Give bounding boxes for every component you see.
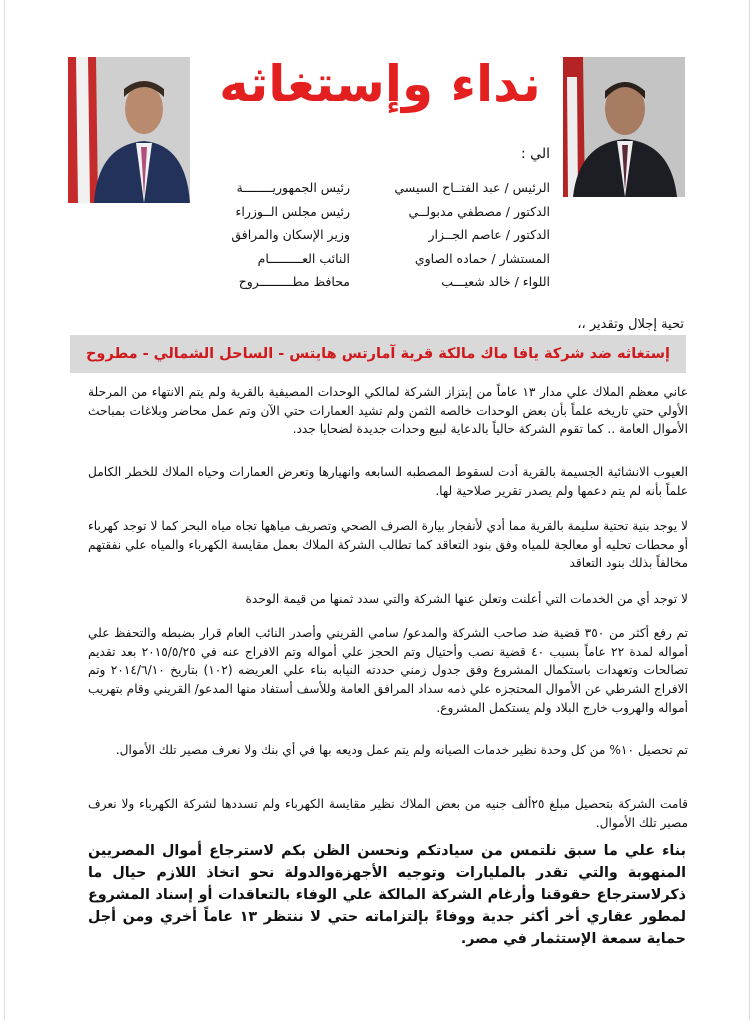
closing-appeal: بناء علي ما سبق نلتمس من سيادتكم ونحسن الظن بكم لاسترجاع أموال المصريين المنهوبة والتي تقدر بالمليارات وتوجيه الأجهزةوالدولة نحو اتخاذ اللازم حيال ما ذكرلاسترجاع حقوقنا وأرغام الشركة المالكة علي الوفاء بالتعاقدات أو إسناد المشروع لمطور عقاري أخر أكثر جدية ووفاءً بإلتزاماته حتي لا ننتظر ١٣ عاماً أخري ومن أجل حماية سمعة الإستثمار في مصر. — [88, 843, 686, 947]
recipient-name: المستشار / حماده الصاوي — [414, 250, 550, 266]
recipient-role: محافظ مطـــــــــروح — [238, 274, 350, 289]
paragraph-2: العيوب الانشائية الجسيمة بالقرية أدت لسقوط المصطبه السابعه وانهيارها وتعرض العمارات وحياه الملاك للخطر الكامل علماً بأنه لم يتم دعمها ولم يصدر تقرير صلاحية لها. — [88, 465, 688, 498]
recipient-row — [200, 180, 550, 204]
page-title: نداء وإستغاثه — [219, 55, 541, 113]
recipient-name: الدكتور / عاصم الجــزار — [428, 227, 550, 242]
recipient-name: الرئيس / عبد الفتــاح السيسي — [394, 180, 550, 195]
paragraph-6: تم تحصيل ١٠% من كل وحدة نظير خدمات الصيانه ولم يتم عمل وديعه بها في أي بنك ولا نعرف مصير تلك الأموال. — [115, 743, 688, 757]
paragraph-3: لا يوجد بنية تحتية سليمة بالقرية مما أدي لأنفجار بيارة الصرف الصحي وتصريف مياهها تجاه مياه البحر كما لا توجد كهرباء أو محطات تحليه أو معالجة للمياه وفق بنود التعاقد كما تطالب الشركة الملاك بعمل مقايسة الكهرباء والمياه علي نفقتهم مخالفاً بذلك بنود التعاقد — [88, 519, 688, 571]
paragraph-1: عاني معظم الملاك علي مدار ١٣ عاماً من إبتزاز الشركة لمالكي الوحدات المصيفية بالقرية ولم يتم الانتهاء من المرحلة الأولي حتي تاريخه علماً بأن بعض الوحدات خالصه الثمن ولم تشيد العمارات حتي الآن وتم عمل محاضر وبلاغات بمباحث الأموال العامة .. كما تقوم الشركة حالياً بالدعاية لبيع وحدات جديدة لضحايا جدد. — [88, 385, 688, 437]
recipient-row — [200, 251, 550, 275]
recipient-row — [200, 274, 550, 298]
recipient-role: رئيس الجمهوريــــــــة — [236, 180, 350, 195]
recipient-role: النائب العـــــــــام — [257, 250, 350, 266]
paragraph-7: قامت الشركة بتحصيل مبلغ ٢٥ألف جنيه من بعض الملاك نظير مقايسة الكهرباء ولم تسددها لشركة الكهرباء ولا نعرف مصير تلك الأموال. — [88, 797, 688, 830]
recipient-name: الدكتور / مصطفي مدبولــي — [408, 203, 550, 219]
recipients-list — [200, 180, 550, 298]
recipient-row — [200, 227, 550, 251]
recipient-role: وزير الإسكان والمرافق — [231, 227, 350, 242]
recipient-name: اللواء / خالد شعيـــب — [441, 274, 550, 289]
paragraph-4: لا توجد أي من الخدمات التي أعلنت وتعلن عنها الشركة والتي سدد ثمنها من قيمة الوحدة — [245, 592, 688, 606]
to-label: الي : — [521, 146, 550, 162]
paragraph-5: تم رفع أكثر من ٣٥٠ قضية ضد صاحب الشركة والمدعو/ سامي القريني وأصدر النائب العام قرار بضبطه والتحفظ علي أمواله لمدة ٢٢ عاماً بسبب ٤٠ قضية نصب وأحتيال وتم الحجز علي أمواله وتم الافراج عنه في ٢٠١٥/٥/٢٥ بعد تقديم تصالحات وتعهدات باستكمال المشروع وفق جدول زمني حددته النيابه بناء علي العريضه (١٠٢) بتاريخ ٢٠١٤/٦/١٠ وتم الافراج الشرطي عن الأموال المحتجزه علي ذمه سداد المرافق العامة وللأسف أستفاد منها المدعو/ القريني وقام بتهريب أمواله والهروب خارج البلاد ولم يستكمل المشروع. — [88, 626, 689, 715]
portrait-photo-left — [68, 57, 190, 203]
greeting: تحية إجلال وتقدير ،، — [577, 317, 684, 332]
recipient-row — [200, 204, 550, 228]
recipient-role: رئيس مجلس الــوزراء — [235, 203, 350, 219]
subject-text: إستغاثه ضد شركة يافا ماك مالكة قرية آمارتس هايتس - الساحل الشمالي - مطروح — [85, 346, 671, 362]
portrait-photo-right — [563, 57, 685, 197]
subject-banner — [70, 335, 686, 373]
